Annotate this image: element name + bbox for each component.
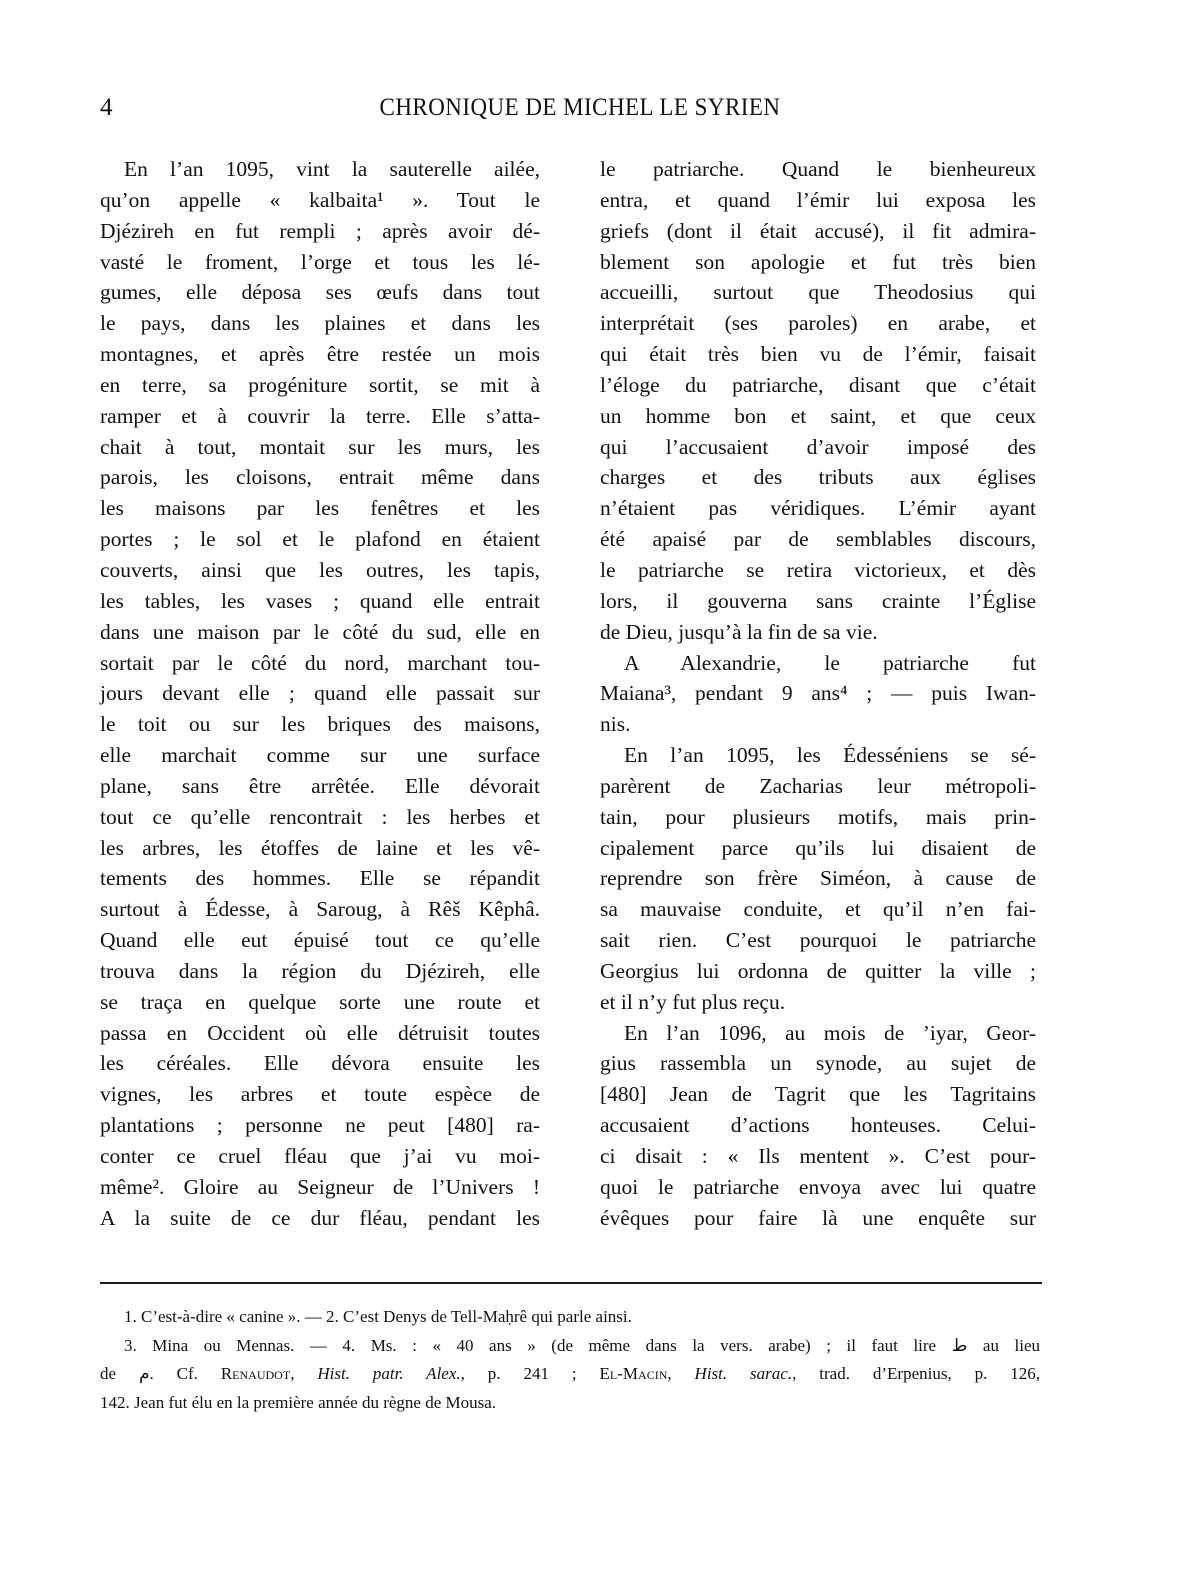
text-line: reprendre son frère Siméon, à cause de bbox=[600, 866, 1036, 891]
text-line: cipalement parce qu’ils lui disaient de bbox=[600, 835, 1036, 860]
footnote-line: 142. Jean fut élu en la première année du règne de Mousa. bbox=[100, 1392, 497, 1412]
text-line: En l’an 1095, les Édesséniens se sé- bbox=[624, 743, 1036, 768]
text-line: surtout à Édesse, à Saroug, à Rêš Kêphâ. bbox=[100, 897, 540, 922]
footnote-text: , p. 241 ; bbox=[460, 1364, 600, 1383]
text-line: gumes, elle déposa ses œufs dans tout bbox=[100, 280, 540, 305]
text-line: A Alexandrie, le patriarche fut bbox=[624, 650, 1036, 675]
text-line: qui l’accusaient d’avoir imposé des bbox=[600, 434, 1036, 459]
footnotes bbox=[100, 1303, 1040, 1417]
text-line: elle marchait comme sur une surface bbox=[100, 743, 540, 768]
text-line: parois, les cloisons, entrait même dans bbox=[100, 465, 540, 490]
text-line: l’éloge du patriarche, disant que c’était bbox=[600, 372, 1036, 397]
work-title: Hist. patr. Alex. bbox=[317, 1364, 461, 1383]
text-line: le patriarche se retira victorieux, et dès bbox=[600, 557, 1036, 582]
text-line: accueilli, surtout que Theodosius qui bbox=[600, 280, 1036, 305]
text-line: parèrent de Zacharias leur métropoli- bbox=[600, 773, 1036, 798]
page-number: 4 bbox=[100, 94, 113, 121]
footnote-text: de ﻡ. Cf. bbox=[100, 1364, 221, 1383]
text-line: vasté le froment, l’orge et tous les lé- bbox=[100, 249, 540, 274]
text-line: En l’an 1096, au mois de ’iyar, Geor- bbox=[624, 1020, 1036, 1045]
text-line: conter ce cruel fléau que j’ai vu moi- bbox=[100, 1144, 540, 1168]
author-name: Renaudot bbox=[220, 1364, 291, 1383]
text-line: et il n’y fut plus reçu. bbox=[600, 989, 786, 1014]
text-line: interprétait (ses paroles) en arabe, et bbox=[600, 311, 1036, 336]
text-line: un homme bon et saint, et que ceux bbox=[600, 403, 1036, 428]
footnote-text: , bbox=[290, 1364, 318, 1383]
text-line: En l’an 1095, vint la sauterelle ailée, bbox=[124, 157, 540, 181]
text-line: même². Gloire au Seigneur de l’Univers ! bbox=[100, 1174, 540, 1199]
text-line: tements des hommes. Elle se répandit bbox=[100, 866, 540, 891]
text-line: ramper et à couvrir la terre. Elle s’atta- bbox=[100, 403, 540, 428]
text-line: tain, pour plusieurs motifs, mais prin- bbox=[600, 804, 1036, 829]
text-line: jours devant elle ; quand elle passait sur bbox=[100, 681, 540, 706]
author-name: El-Macin bbox=[599, 1364, 668, 1383]
footnote-line bbox=[100, 1360, 1040, 1389]
work-title: Hist. sarac. bbox=[694, 1364, 793, 1383]
text-line: blement son apologie et fut très bien bbox=[600, 249, 1036, 274]
text-line: en terre, sa progéniture sortit, se mit à bbox=[100, 372, 540, 397]
footnote-line: 1. C’est-à-dire « canine ». — 2. C’est Denys de Tell-Maḥrê qui parle ainsi. bbox=[124, 1307, 632, 1326]
text-line: Quand elle eut épuisé tout ce qu’elle bbox=[100, 928, 540, 953]
text-line: sait rien. C’est pourquoi le patriarche bbox=[600, 928, 1036, 953]
footnote-text: , trad. d’Erpenius, p. 126, bbox=[792, 1364, 1041, 1383]
text-line: dans une maison par le côté du sud, elle en bbox=[100, 619, 540, 644]
text-line: été apaisé par de semblables discours, bbox=[600, 527, 1036, 552]
footnote-divider bbox=[100, 1282, 1042, 1284]
right-column bbox=[600, 154, 1036, 1234]
text-line: A la suite de ce dur fléau, pendant les bbox=[100, 1205, 540, 1230]
text-line: le pays, dans les plaines et dans les bbox=[100, 311, 540, 336]
text-line: portes ; le sol et le plafond en étaient bbox=[100, 527, 540, 552]
text-line: montagnes, et après être restée un mois bbox=[100, 342, 540, 367]
text-line: nis. bbox=[600, 712, 631, 737]
text-line: sortait par le côté du nord, marchant tou- bbox=[100, 650, 540, 675]
text-line: trouva dans la région du Djézireh, elle bbox=[100, 958, 540, 983]
text-line: Georgius lui ordonna de quitter la ville ; bbox=[600, 958, 1036, 983]
text-line: plane, sans être arrêtée. Elle dévorait bbox=[100, 773, 540, 798]
text-line: les tables, les vases ; quand elle entrait bbox=[100, 588, 540, 613]
text-line: de Dieu, jusqu’à la fin de sa vie. bbox=[600, 619, 878, 644]
text-line: le patriarche. Quand le bienheureux bbox=[600, 157, 1036, 181]
text-line: chait à tout, montait sur les murs, les bbox=[100, 434, 540, 459]
text-line: griefs (dont il était accusé), il fit admira- bbox=[600, 218, 1036, 243]
running-title: CHRONIQUE DE MICHEL LE SYRIEN bbox=[379, 94, 781, 121]
text-line: [480] Jean de Tagrit que les Tagritains bbox=[600, 1082, 1036, 1107]
text-line: passa en Occident où elle détruisit toutes bbox=[100, 1020, 540, 1045]
text-line: accusaient d’actions honteuses. Celui- bbox=[600, 1113, 1036, 1138]
text-line: vignes, les arbres et toute espèce de bbox=[100, 1082, 540, 1107]
text-line: n’étaient pas véridiques. L’émir ayant bbox=[600, 496, 1036, 521]
text-line: tout ce qu’elle rencontrait : les herbes et bbox=[100, 804, 540, 829]
text-line: Djézireh en fut rempli ; après avoir dé- bbox=[100, 218, 540, 243]
text-line: qu’on appelle « kalbaita¹ ». Tout le bbox=[100, 187, 540, 212]
text-line: les maisons par les fenêtres et les bbox=[100, 496, 540, 521]
text-line: les arbres, les étoffes de laine et les vê- bbox=[100, 835, 540, 860]
text-line: se traça en quelque sorte une route et bbox=[100, 989, 540, 1014]
text-line: Maiana³, pendant 9 ans⁴ ; — puis Iwan- bbox=[600, 681, 1036, 706]
text-line: entra, et quand l’émir lui exposa les bbox=[600, 187, 1036, 212]
text-line: quoi le patriarche envoya avec lui quatre bbox=[600, 1174, 1036, 1199]
text-line: sa mauvaise conduite, et qu’il n’en fai- bbox=[600, 897, 1036, 922]
text-line: plantations ; personne ne peut [480] ra- bbox=[100, 1113, 540, 1138]
footnote-text: , bbox=[667, 1364, 695, 1383]
footnote-line: 3. Mina ou Mennas. — 4. Ms. : « 40 ans » (de même dans la vers. arabe) ; il faut lire ط au lieu bbox=[124, 1335, 1040, 1355]
text-line: couverts, ainsi que les outres, les tapis, bbox=[100, 557, 540, 582]
text-line: lors, il gouverna sans crainte l’Église bbox=[600, 588, 1036, 613]
text-line: évêques pour faire là une enquête sur bbox=[600, 1205, 1036, 1230]
text-line: gius rassembla un synode, au sujet de bbox=[600, 1051, 1036, 1076]
left-column bbox=[100, 154, 540, 1234]
text-line: charges et des tributs aux églises bbox=[600, 465, 1036, 490]
text-line: le toit ou sur les briques des maisons, bbox=[100, 712, 540, 737]
text-line: les céréales. Elle dévora ensuite les bbox=[100, 1051, 540, 1076]
text-line: qui était très bien vu de l’émir, faisait bbox=[600, 342, 1036, 367]
text-line: ci disait : « Ils mentent ». C’est pour- bbox=[600, 1144, 1036, 1168]
